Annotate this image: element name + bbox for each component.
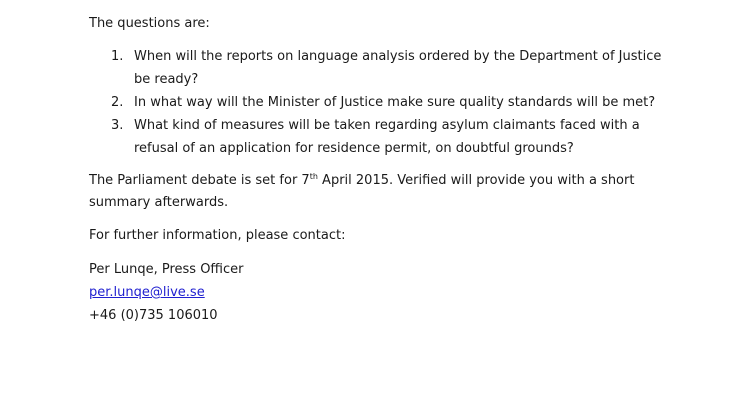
list-item [89,91,689,114]
list-item-text-line: refusal of an application for residence permit, on doubtful grounds? [134,141,574,156]
list-item-text-line: What kind of measures will be taken regarding asylum claimants faced with a [134,118,640,133]
contact-name: Per Lunqe, Press Officer [89,262,244,277]
debate-text-start: The Parliament debate is set for 7 [89,173,310,188]
questions-intro: The questions are: [89,16,210,31]
list-item-number: 3. [111,118,124,133]
list-item [89,114,689,160]
list-item-number: 1. [111,49,124,64]
further-info-line: For further information, please contact: [89,228,346,243]
contact-block [89,258,689,327]
contact-email-link[interactable]: per.lunqe@live.se [89,285,205,300]
list-item-text-line: In what way will the Minister of Justice make sure quality standards will be met? [134,95,656,110]
contact-phone: +46 (0)735 106010 [89,308,218,323]
document-body [89,13,689,327]
questions-list [89,45,689,160]
debate-text-line2: summary afterwards. [89,195,229,210]
list-item-text-line: be ready? [134,72,199,87]
debate-paragraph [89,170,689,214]
debate-text-end: April 2015. Verified will provide you with a short [317,173,635,188]
list-item-text-line: When will the reports on language analysis ordered by the Department of Justice [134,49,662,64]
list-item-number: 2. [111,95,124,110]
date-ordinal-superscript: th [309,172,318,181]
list-item [89,45,689,91]
